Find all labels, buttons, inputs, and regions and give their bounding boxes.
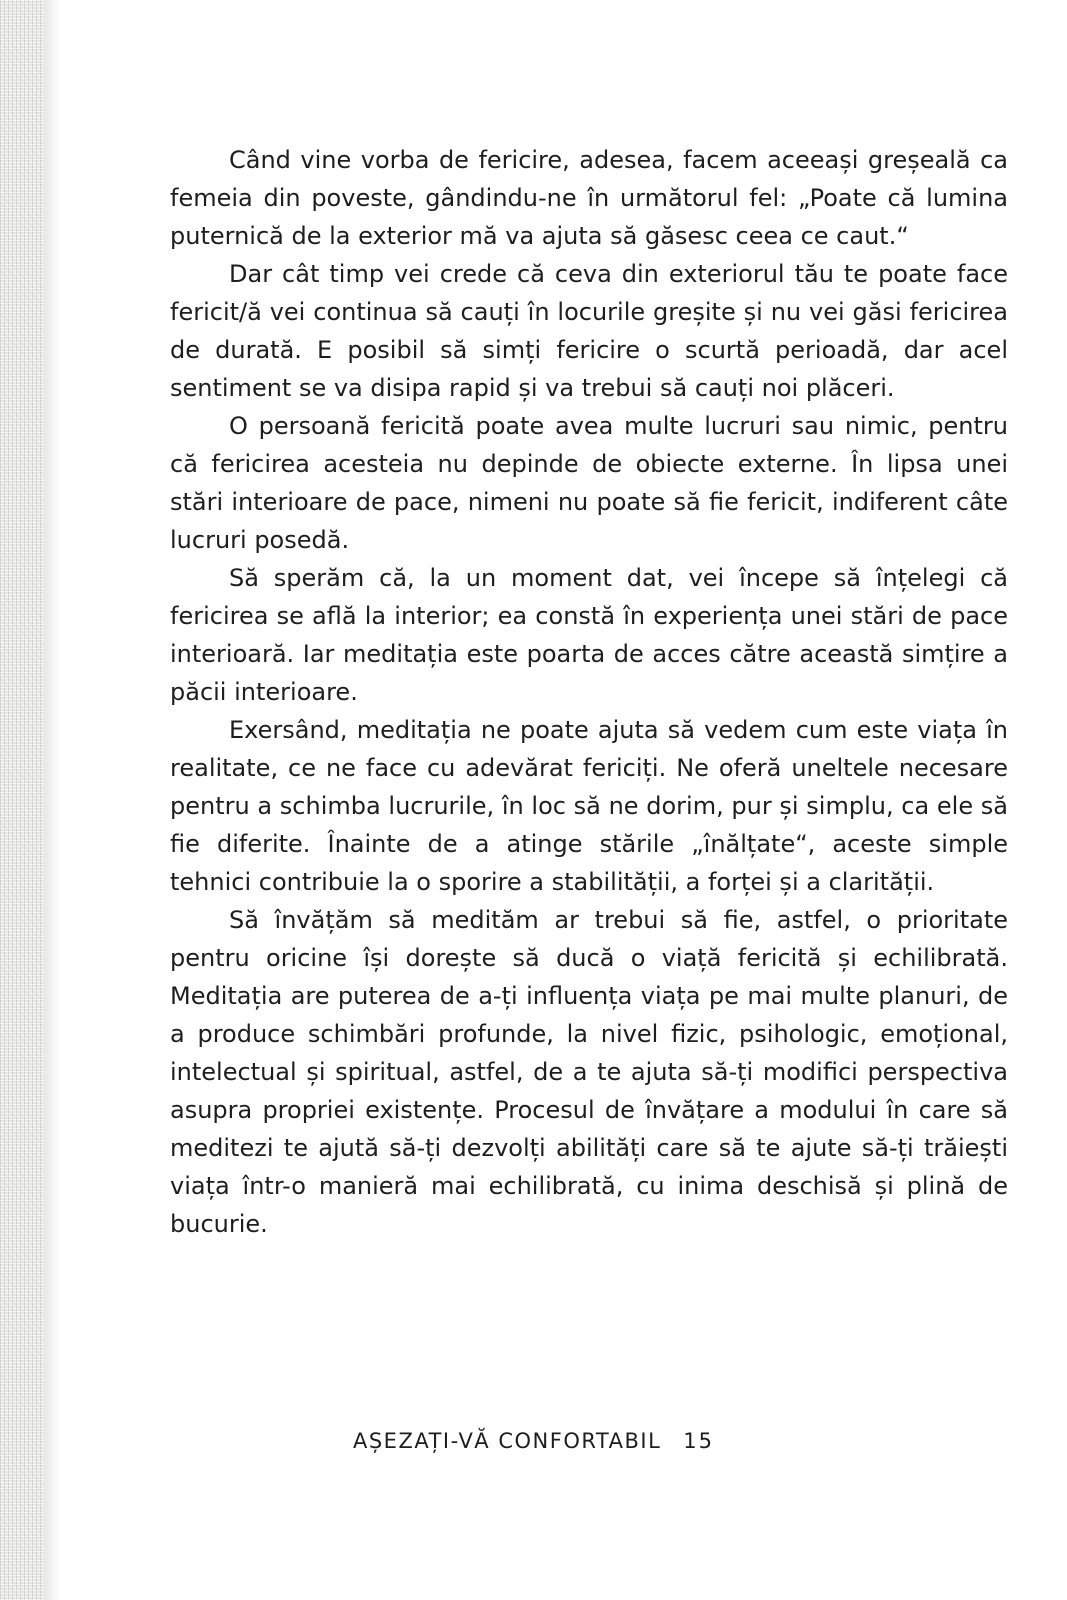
paragraph: Exersând, meditația ne poate ajuta să vedem cum este viața în realitate, ce ne face cu adevărat fericiți. Ne oferă uneltele necesare pentru a schimba lucrurile, în loc să ne dorim, pur și simplu, ca ele să fie diferite. Înainte de a atinge stările „înălțate“, aceste simple tehnici contribuie la o sporire a stabilității, a forței și a clarității. [170, 716, 1008, 896]
body-text [170, 141, 1008, 1243]
running-title: AȘEZAȚI-VĂ CONFORTABIL [352, 1429, 662, 1453]
paragraph: O persoană fericită poate avea multe lucruri sau nimic, pentru că fericirea acesteia nu depinde de obiecte externe. În lipsa unei stări interioare de pace, nimeni nu poate să fie fericit, indiferent câte lucruri posedă. [170, 412, 1008, 554]
page-footer [0, 1424, 1067, 1458]
linen-texture-strip [0, 0, 44, 1600]
paragraph: Dar cât timp vei crede că ceva din exteriorul tău te poate face fericit/ă vei continua să cauți în locurile greșite și nu vei găsi fericirea de durată. E posibil să simți fericire o scurtă perioadă, dar acel sentiment se va disipa rapid și va trebui să cauți noi plăceri. [170, 260, 1008, 402]
page-number: 15 [683, 1429, 715, 1453]
paragraph: Să sperăm că, la un moment dat, vei începe să înțelegi că fericirea se află la interior; ea constă în experiența unei stări de pace interioară. Iar meditația este poarta de acces către această simțire a păcii interioare. [170, 564, 1008, 706]
paragraph: Când vine vorba de fericire, adesea, facem aceeași greșeală ca femeia din poveste, gândindu-ne în următorul fel: „Poate că lumina puternică de la exterior mă va ajuta să găsesc ceea ce caut.“ [170, 146, 1008, 250]
paragraph: Să învățăm să medităm ar trebui să fie, astfel, o prioritate pentru oricine își dorește să ducă o viață fericită și echilibrată. Meditația are puterea de a-ți influența viața pe mai multe planuri, de a produce schimbări profunde, la nivel fizic, psihologic, emoțional, intelectual și spiritual, astfel, de a te ajuta să-ți modifici perspectiva asupra propriei existențe. Procesul de învățare a modului în care să meditezi te ajută să-ți dezvolți abilități care să te ajute să-ți trăiești viața într-o manieră mai echilibrată, cu inima deschisă și plină de bucurie. [170, 906, 1008, 1238]
linen-edge-shadow [44, 0, 60, 1600]
